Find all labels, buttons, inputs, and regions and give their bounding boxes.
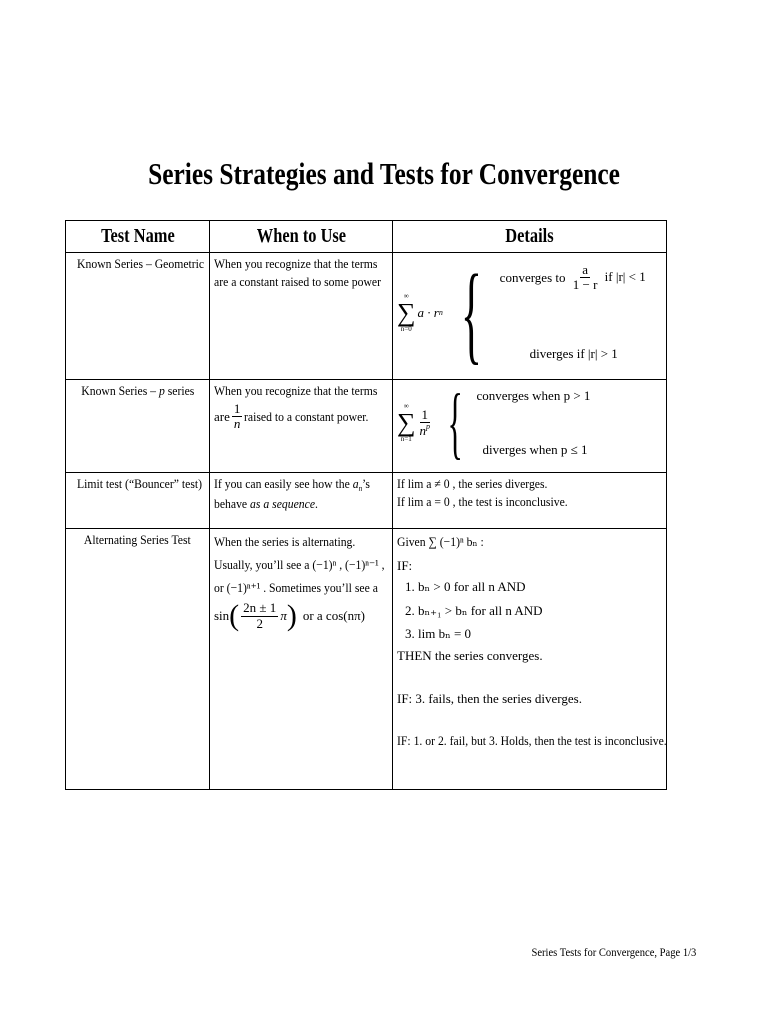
- details-limit: [393, 473, 667, 529]
- limit-inconclusive: If lim a = 0 , the test is inconclusive.: [397, 493, 568, 509]
- details-geometric: ∞ ∑ n=0 a · r n { converges to $\frac{a}{1 - r}$ if |r| < 1 diverges if |r| > 1: [393, 253, 667, 380]
- when-geometric: When you recognize that the terms are a constant raised to some power: [210, 253, 393, 380]
- p-series-converges: converges when p > 1: [476, 388, 591, 403]
- limit-diverges: If lim a ≠ 0 , the series diverges.: [397, 476, 548, 491]
- alternating-condition-3: 3. lim bₙ = 0: [405, 626, 472, 642]
- header-details: Details: [393, 221, 667, 253]
- when-limit: If you can easily see how the $a_n’s$ behave as a sequence.: [210, 473, 393, 529]
- alternating-condition-2: 2. bₙ₊₁ > bₙ for all n AND: [405, 602, 543, 618]
- p-series-diverges: diverges when p ≤ 1: [482, 442, 588, 458]
- table-row: [66, 473, 667, 529]
- table-row: [66, 529, 667, 790]
- test-name-limit: Limit test (“Bouncer” test): [66, 473, 210, 529]
- alternating-then: THEN the series converges.: [397, 647, 543, 663]
- alternating-given: Given ∑ (−1)ⁿ bₙ :: [397, 534, 484, 549]
- test-name-p-series: Known Series – p series: [66, 380, 210, 473]
- page-footer: Series Tests for Convergence, Page 1/3: [531, 945, 696, 959]
- test-name-geometric: Known Series – Geometric: [66, 253, 210, 380]
- details-p-series: ∞ ∑ n=1 $\frac{1}{n^p}$ { converges when p > 1 diverges when p ≤ 1: [393, 380, 667, 473]
- table-row: [66, 380, 667, 473]
- alternating-condition-1: 1. bₙ > 0 for all n AND: [405, 579, 526, 595]
- details-alternating: [393, 529, 667, 790]
- alternating-inconclusive: IF: 1. or 2. fail, but 3. Holds, then the test is inconclusive.: [397, 732, 667, 748]
- alternating-fails-diverges: IF: 3. fails, then the series diverges.: [397, 691, 582, 707]
- table-header-row: [66, 221, 667, 253]
- page-title: Series Strategies and Tests for Convergence: [148, 156, 620, 191]
- geometric-converges: converges to $\frac{a}{1 - r}$ if |r| < 1: [499, 262, 646, 293]
- alternating-if: IF:: [397, 557, 413, 573]
- summation-symbol: ∞ ∑ n=1: [397, 402, 416, 443]
- when-p-series: When you recognize that the terms are $\frac{1}{n}$ raised to a constant power.: [210, 380, 393, 473]
- series-tests-table: [65, 220, 667, 790]
- when-alternating: When the series is alternating. Usually, you’ll see a (−1)ⁿ , (−1)ⁿ⁻¹ , or (−1)ⁿ⁺¹ . Sometimes you’ll see a sin ( $\frac{2n \pm 1}{2}$ π ) or a cos(nπ): [210, 529, 393, 790]
- summation-symbol: ∞ ∑ n=0: [397, 292, 416, 333]
- header-when-to-use: When to Use: [210, 221, 393, 253]
- header-test-name: Test Name: [66, 221, 210, 253]
- table-row: [66, 253, 667, 380]
- geometric-diverges: diverges if |r| > 1: [529, 346, 618, 362]
- test-name-alternating: Alternating Series Test: [66, 529, 210, 790]
